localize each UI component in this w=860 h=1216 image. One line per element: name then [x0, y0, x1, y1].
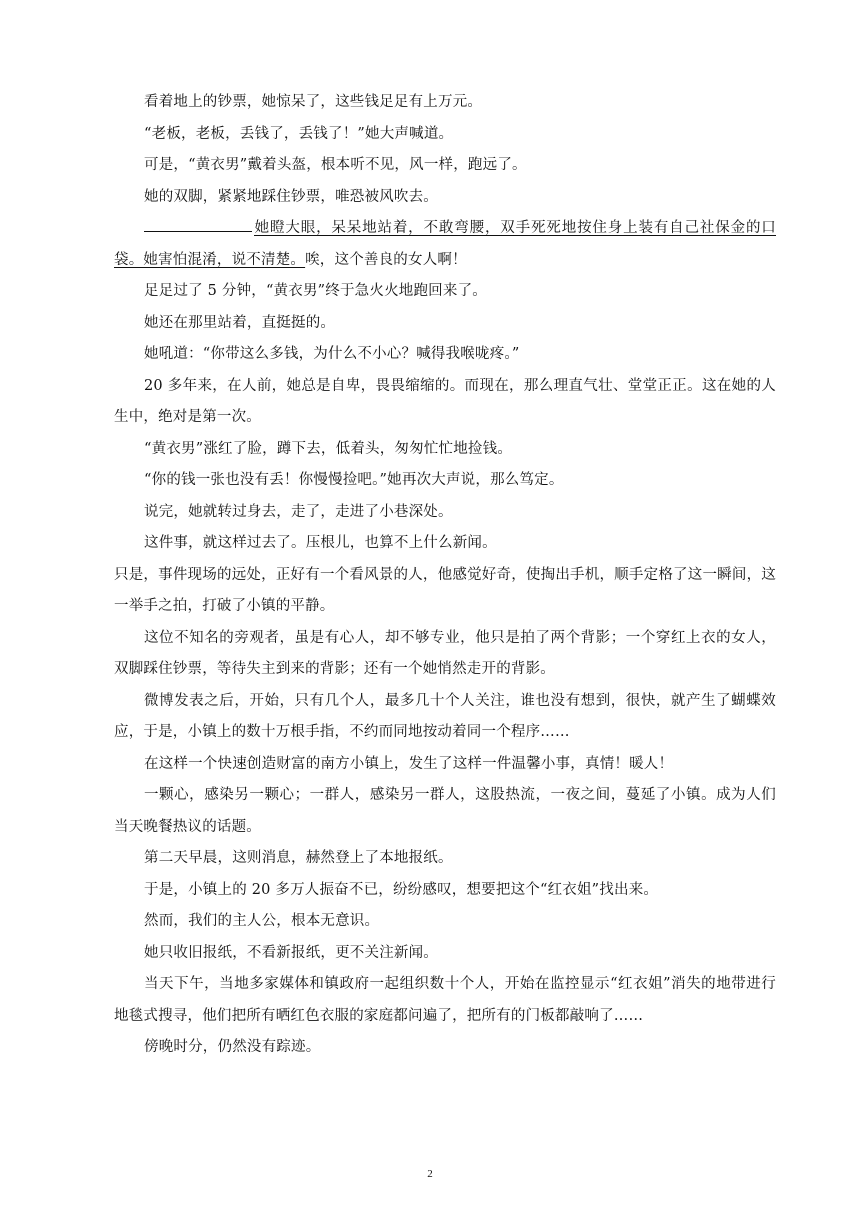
paragraph: 这位不知名的旁观者，虽是有心人，却不够专业，他只是拍了两个背影；一个穿红上衣的女人，双脚踩住钞票，等待失主到来的背影；还有一个她悄然走开的背影。: [114, 629, 776, 677]
paragraph: 她还在那里站着，直挺挺的。: [144, 314, 336, 331]
paragraph: 说完，她就转过身去，走了，走进了小巷深处。: [144, 503, 453, 520]
page-number: 2: [427, 1168, 433, 1180]
paragraph: 当天下午，当地多家媒体和镇政府一起组织数十个人，开始在监控显示“红衣姐”消失的地带进行地毯式搜寻，他们把所有晒红色衣服的家庭都问遍了，把所有的门板都敲响了……: [114, 976, 776, 1024]
paragraph-tail: 唉，这个善良的女人啊！: [305, 251, 467, 268]
paragraph: 她吼道：“你带这么多钱，为什么不小心？喊得我喉咙疼。”: [144, 346, 520, 362]
paragraph: “老板，老板，丢钱了，丢钱了！”她大声喊道。: [144, 125, 454, 142]
paragraph: 看着地上的钞票，她惊呆了，这些钱足足有上万元。: [144, 94, 483, 110]
article-body: [114, 87, 776, 1064]
paragraph-with-blank: [114, 213, 776, 276]
paragraph: 足足过了 5 分钟，“黄衣男”终于急火火地跑回来了。: [144, 283, 487, 299]
paragraph: 微博发表之后，开始，只有几个人，最多几十个人关注，谁也没有想到，很快，就产生了蝴蝶效应，于是，小镇上的数十万根手指，不约而同地按动着同一个程序……: [114, 692, 776, 740]
paragraph: “你的钱一张也没有丢！你慢慢捡吧。”她再次大声说，那么笃定。: [144, 472, 564, 488]
paragraph: 20 多年来，在人前，她总是自卑，畏畏缩缩的。而现在，那么理直气壮、堂堂正正。这在她的人生中，绝对是第一次。: [114, 377, 776, 425]
paragraph: 只是，事件现场的远处，正好有一个看风景的人，他感觉好奇，使掏出手机，顺手定格了这一瞬间，这一举手之拍，打破了小镇的平静。: [114, 566, 776, 614]
paragraph: 傍晚时分，仍然没有踪迹。: [144, 1039, 321, 1055]
paragraph: 可是，“黄衣男”戴着头盔，根本听不见，风一样，跑远了。: [144, 157, 527, 173]
fill-in-blank: [144, 217, 252, 232]
paragraph: 她只收旧报纸，不看新报纸，更不关注新闻。: [144, 944, 438, 961]
paragraph: “黄衣男”涨红了脸，蹲下去，低着头，匆匆忙忙地捡钱。: [144, 440, 513, 457]
paragraph: 这件事，就这样过去了。压根儿，也算不上什么新闻。: [144, 535, 497, 551]
paragraph: 第二天早晨，这则消息，赫然登上了本地报纸。: [144, 850, 453, 866]
paragraph: 然而，我们的主人公，根本无意识。: [144, 913, 380, 929]
underlined-sentence: 她瞪大眼，呆呆地站着，不敢弯腰，双手死死地按住身上装有自己社保金的口袋。她害怕混淆，说不清楚。: [114, 220, 776, 268]
paragraph: 她的双脚，紧紧地踩住钞票，唯恐被风吹去。: [144, 188, 438, 205]
paragraph: 于是，小镇上的 20 多万人振奋不已，纷纷感叹，想要把这个“红衣姐”找出来。: [144, 881, 659, 898]
paragraph: 一颗心，感染另一颗心；一群人，感染另一群人，这股热流，一夜之间，蔓延了小镇。成为人们当天晚餐热议的话题。: [114, 787, 776, 835]
paragraph: 在这样一个快速创造财富的南方小镇上，发生了这样一件温馨小事，真情！暖人！: [144, 755, 674, 772]
